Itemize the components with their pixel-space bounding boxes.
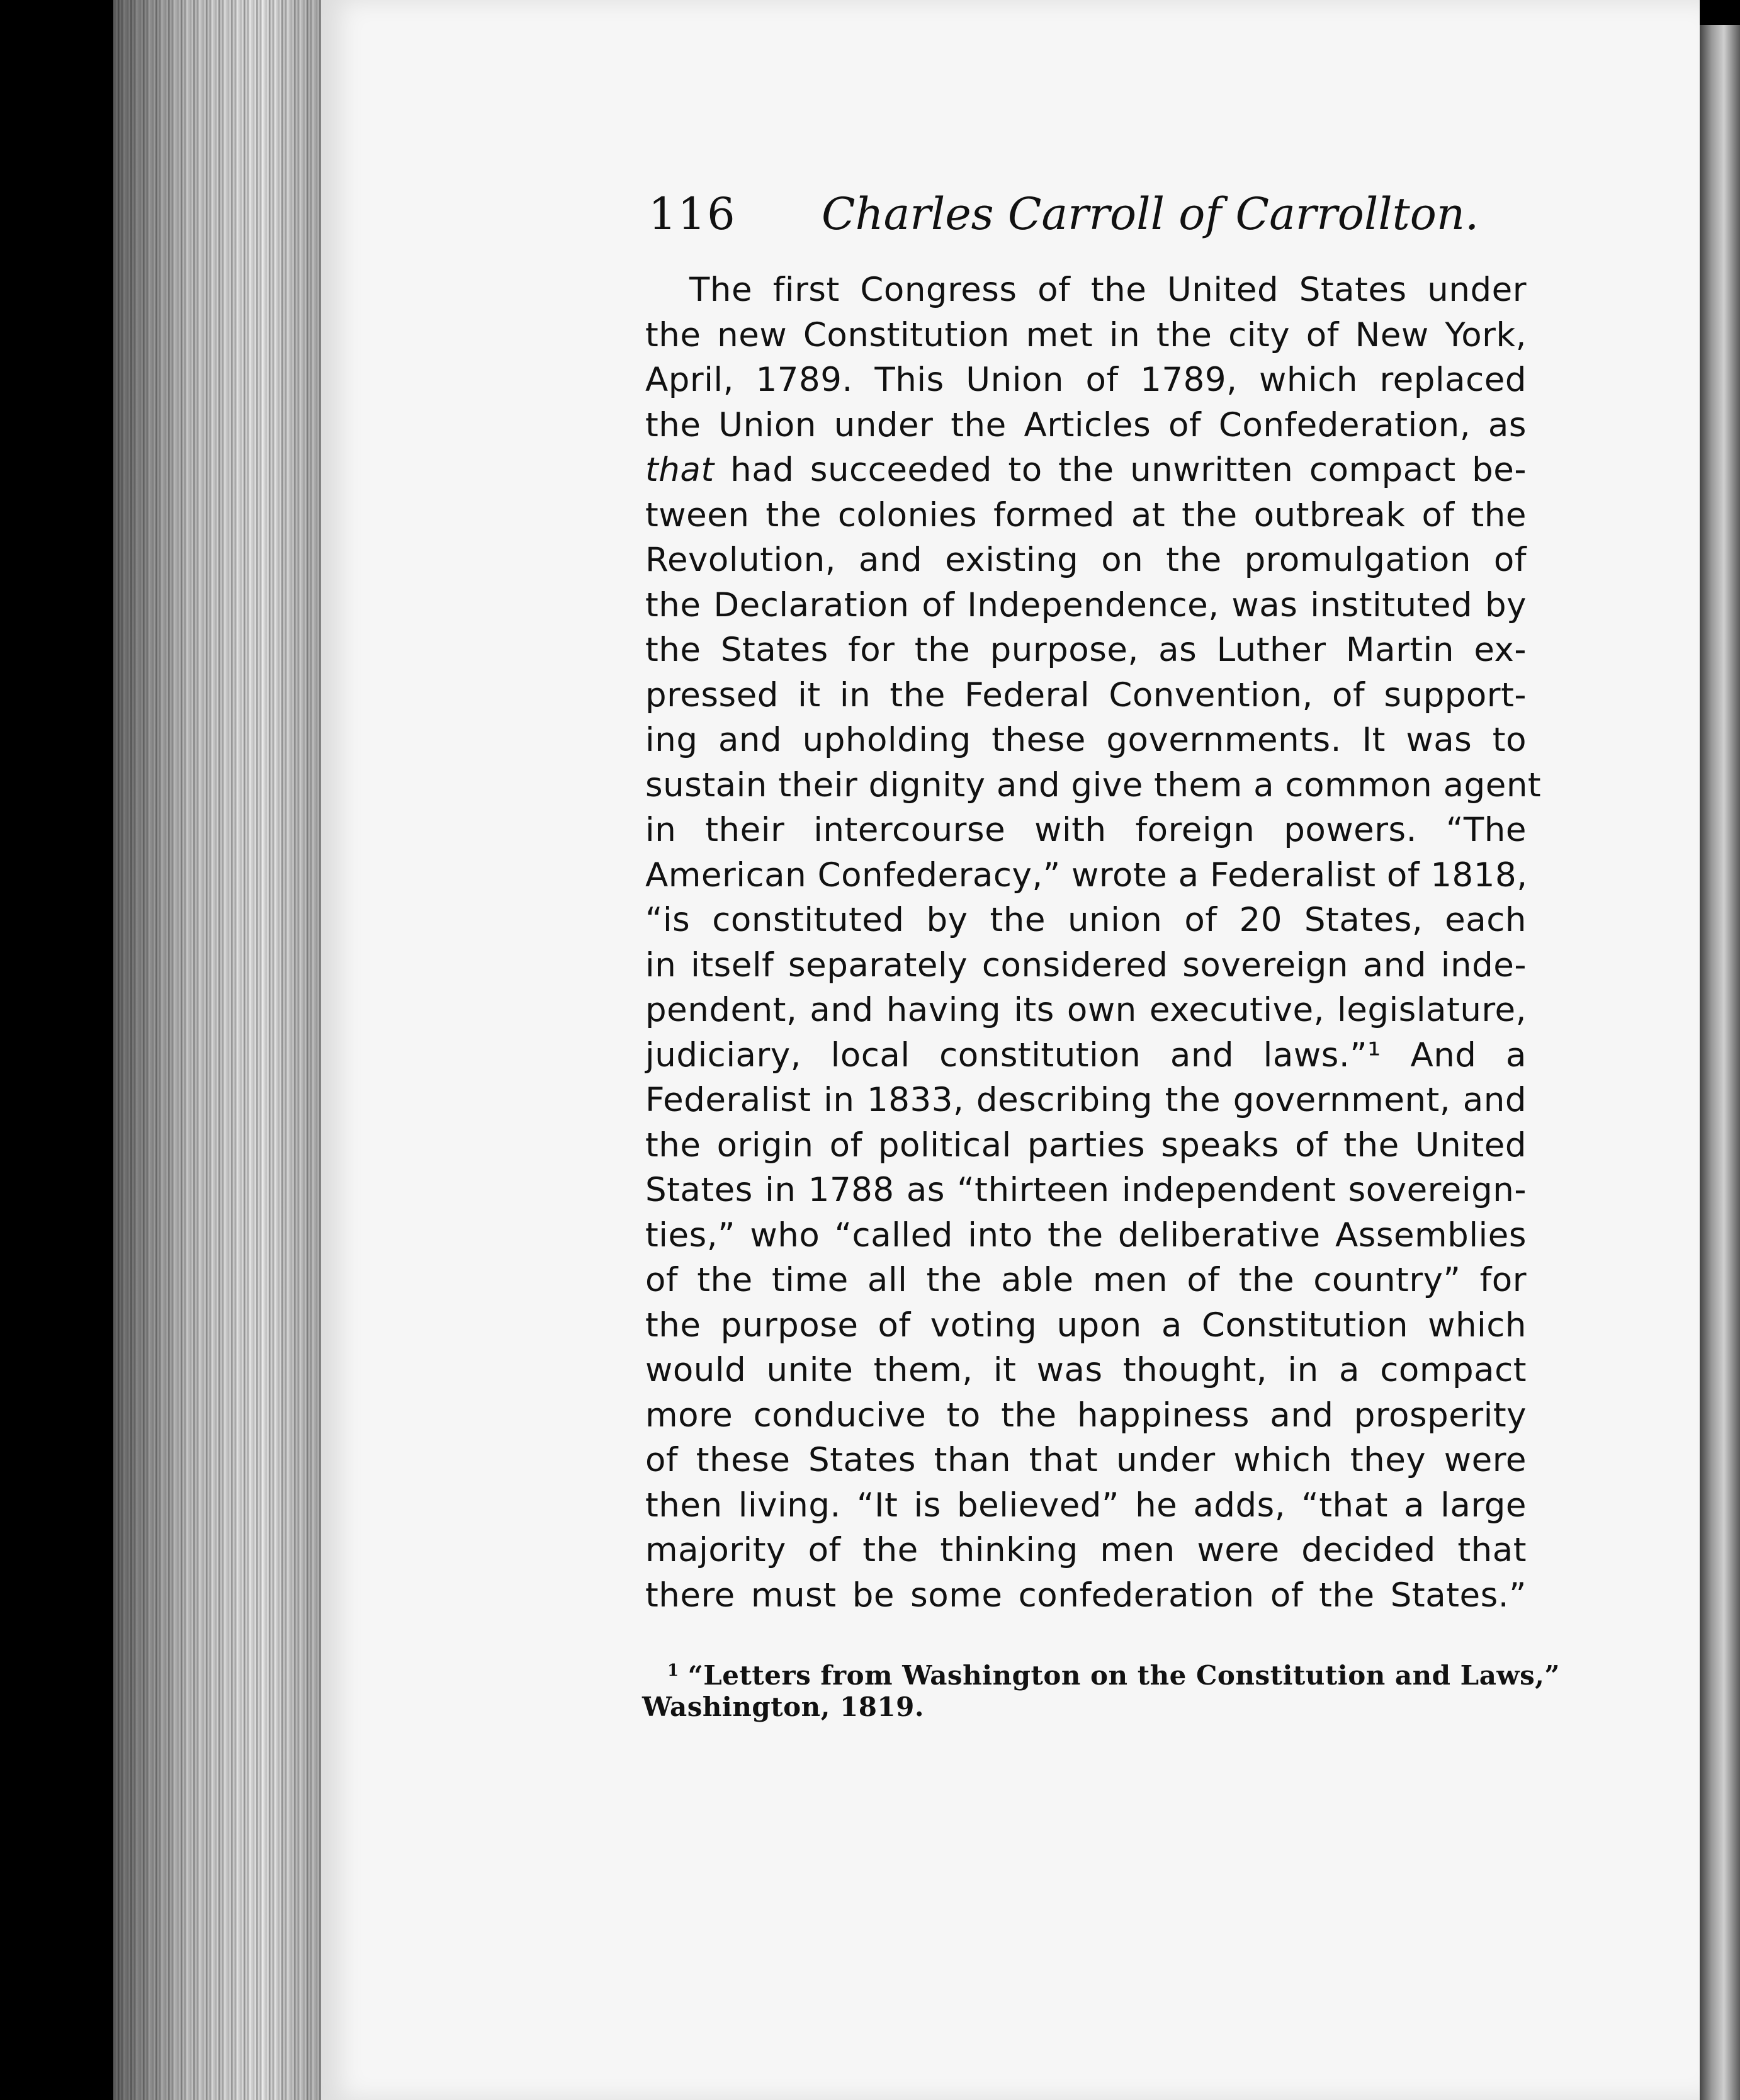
text-line: the States for the purpose, as Luther Martin ex- bbox=[645, 631, 1527, 669]
text-line: “is constituted by the union of 20 States, each bbox=[645, 901, 1527, 939]
body-text bbox=[645, 268, 1542, 1618]
page-header bbox=[648, 179, 1479, 249]
text-line: the Union under the Articles of Confederation, as bbox=[645, 405, 1527, 444]
text-line: tween the colonies formed at the outbreak of the bbox=[645, 495, 1527, 534]
text-line: the purpose of voting upon a Constitution which bbox=[645, 1306, 1527, 1345]
text-line: of these States than that under which they were bbox=[645, 1441, 1527, 1479]
running-title: Charles Carroll of Carrollton. bbox=[822, 188, 1479, 240]
text-line: States in 1788 as “thirteen independent sovereign- bbox=[645, 1171, 1527, 1209]
text-line: of the time all the able men of the country” for bbox=[645, 1261, 1527, 1299]
footnote-text: “Letters from Washington on the Constitution and Laws,” bbox=[687, 1660, 1560, 1691]
text-line: majority of the thinking men were decided that bbox=[645, 1531, 1527, 1569]
text-line: The first Congress of the United States under bbox=[689, 271, 1527, 309]
text-line: in their intercourse with foreign powers. “The bbox=[645, 811, 1527, 849]
book-right-edge bbox=[1700, 25, 1740, 2100]
text-line: sustain their dignity and give them a common agent bbox=[645, 765, 1542, 804]
text-line: the origin of political parties speaks of the United bbox=[645, 1126, 1527, 1165]
footnote bbox=[642, 1652, 1560, 1725]
text-line: judiciary, local constitution and laws.”¹ And a bbox=[645, 1036, 1527, 1075]
text-line: pressed it in the Federal Convention, of support- bbox=[645, 675, 1527, 714]
text-line: Federalist in 1833, describing the government, and bbox=[645, 1081, 1527, 1119]
text-line: there must be some confederation of the States.” bbox=[645, 1576, 1527, 1615]
text-line: April, 1789. This Union of 1789, which replaced bbox=[645, 361, 1527, 399]
text-line: that had succeeded to the unwritten compact be- bbox=[645, 451, 1527, 489]
text-line: pendent, and having its own executive, legislature, bbox=[645, 991, 1527, 1029]
text-line: then living. “It is believed” he adds, “that a large bbox=[645, 1486, 1527, 1525]
text-line: would unite them, it was thought, in a compact bbox=[645, 1351, 1527, 1389]
text-line: Revolution, and existing on the promulgation of bbox=[645, 541, 1527, 579]
text-line: ties,” who “called into the deliberative Assemblies bbox=[645, 1216, 1527, 1255]
text-line: the Declaration of Independence, was instituted by bbox=[645, 585, 1527, 624]
footnote-line: Washington, 1819. bbox=[642, 1691, 924, 1722]
footnote-line bbox=[642, 1652, 1560, 1691]
page-number: 116 bbox=[648, 188, 737, 240]
text-line: ing and upholding these governments. It was to bbox=[645, 721, 1527, 759]
book-gutter-shadow bbox=[113, 0, 327, 2100]
text-line: in itself separately considered sovereign and inde- bbox=[645, 946, 1527, 985]
text-line: the new Constitution met in the city of New York, bbox=[645, 315, 1527, 354]
text-line: American Confederacy,” wrote a Federalist of 1818, bbox=[645, 855, 1528, 895]
italic-word: that bbox=[645, 451, 715, 489]
text-line: more conducive to the happiness and prosperity bbox=[645, 1396, 1527, 1435]
footnote-marker: 1 bbox=[667, 1661, 679, 1680]
